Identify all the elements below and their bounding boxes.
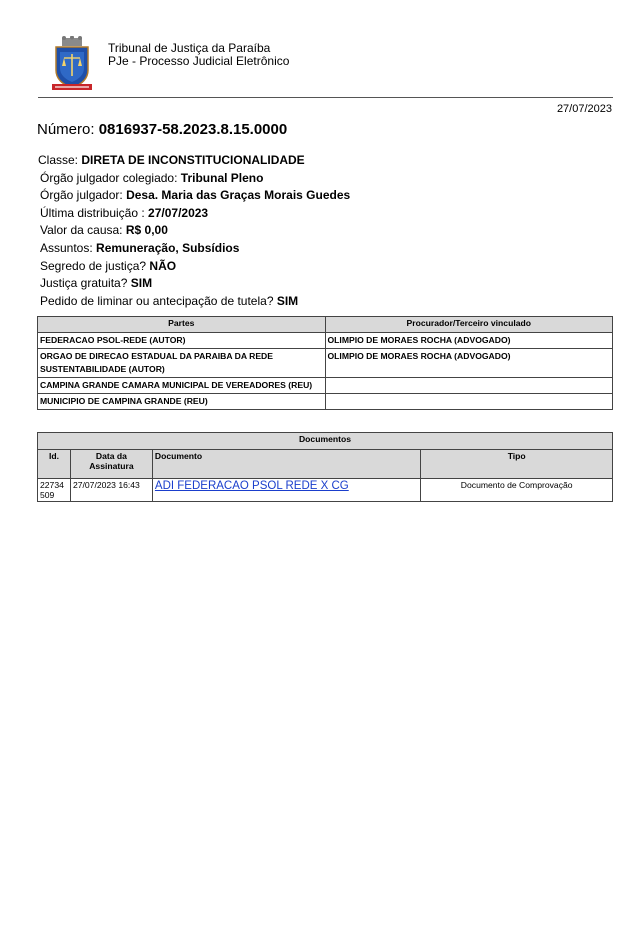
table-row <box>38 394 613 410</box>
doc-data: 27/07/2023 16:43 <box>70 479 152 502</box>
procurador-cell: OLIMPIO DE MORAES ROCHA (ADVOGADO) <box>325 349 613 378</box>
procurador-cell: OLIMPIO DE MORAES ROCHA (ADVOGADO) <box>325 333 613 349</box>
parte-cell: FEDERACAO PSOL-REDE (AUTOR) <box>38 333 326 349</box>
table-row <box>38 349 613 378</box>
distribuicao-label: Última distribuição : <box>40 205 145 220</box>
doc-id: 22734509 <box>38 479 71 502</box>
valor-label: Valor da causa: <box>40 223 123 238</box>
procurador-cell <box>325 394 613 410</box>
process-number-value: 0816937-58.2023.8.15.0000 <box>98 121 288 138</box>
document-date: 27/07/2023 <box>556 103 612 115</box>
court-coat-of-arms-icon <box>50 36 94 94</box>
table-row <box>38 479 613 502</box>
liminar-value: SIM <box>276 293 299 308</box>
header-divider <box>38 97 613 98</box>
info-liminar <box>38 293 350 311</box>
orgao-colegiado-label: Órgão julgador colegiado: <box>40 170 178 185</box>
parte-cell: CAMPINA GRANDE CAMARA MUNICIPAL DE VEREADORES (REU) <box>38 378 326 394</box>
gratuita-value: SIM <box>130 276 153 291</box>
liminar-label: Pedido de liminar ou antecipação de tutela? <box>40 293 274 308</box>
system-name: PJe - Processo Judicial Eletrônico <box>108 54 290 68</box>
segredo-value: NÃO <box>149 258 177 273</box>
col-partes: Partes <box>38 317 326 333</box>
info-segredo <box>38 258 350 276</box>
info-orgao-colegiado <box>38 170 350 188</box>
info-assuntos <box>38 240 350 258</box>
process-info <box>38 152 350 310</box>
document-header <box>0 0 638 100</box>
process-number <box>37 121 287 138</box>
gratuita-label: Justiça gratuita? <box>40 276 128 291</box>
court-title-block <box>108 42 289 68</box>
parte-cell: ORGAO DE DIRECAO ESTADUAL DA PARAIBA DA REDE SUSTENTABILIDADE (AUTOR) <box>38 349 326 378</box>
valor-value: R$ 0,00 <box>125 223 168 238</box>
document-link[interactable]: ADI FEDERACAO PSOL REDE X CG <box>154 480 349 492</box>
segredo-label: Segredo de justiça? <box>40 258 147 273</box>
classe-value: DIRETA DE INCONSTITUCIONALIDADE <box>81 153 305 167</box>
documents-caption-row <box>38 433 613 450</box>
parties-header-row <box>38 317 613 333</box>
info-gratuita <box>38 275 350 293</box>
info-classe <box>38 152 350 170</box>
court-name: Tribunal de Justiça da Paraíba <box>108 41 271 55</box>
info-valor <box>38 222 350 240</box>
orgao-label: Órgão julgador: <box>40 188 123 203</box>
parties-table <box>37 316 613 410</box>
parte-cell: MUNICIPIO DE CAMPINA GRANDE (REU) <box>38 394 326 410</box>
orgao-colegiado-value: Tribunal Pleno <box>180 170 264 185</box>
table-row <box>38 333 613 349</box>
assuntos-label: Assuntos: <box>40 240 93 255</box>
table-row <box>38 378 613 394</box>
documents-caption: Documentos <box>38 433 613 450</box>
info-distribuicao <box>38 205 350 223</box>
info-orgao <box>38 187 350 205</box>
col-tipo: Tipo <box>421 450 613 479</box>
col-id: Id. <box>38 450 71 479</box>
assuntos-value: Remuneração, Subsídios <box>96 240 240 255</box>
process-number-label: Número: <box>37 121 95 138</box>
classe-label: Classe: <box>38 153 79 167</box>
col-documento: Documento <box>152 450 420 479</box>
col-procurador: Procurador/Terceiro vinculado <box>325 317 613 333</box>
procurador-cell <box>325 378 613 394</box>
documents-header-row <box>38 450 613 479</box>
distribuicao-value: 27/07/2023 <box>148 205 209 220</box>
doc-tipo: Documento de Comprovação <box>421 479 613 502</box>
col-data: Data da Assinatura <box>70 450 152 479</box>
documents-table <box>37 432 613 502</box>
orgao-value: Desa. Maria das Graças Morais Guedes <box>126 188 351 203</box>
doc-documento-cell <box>152 479 420 502</box>
